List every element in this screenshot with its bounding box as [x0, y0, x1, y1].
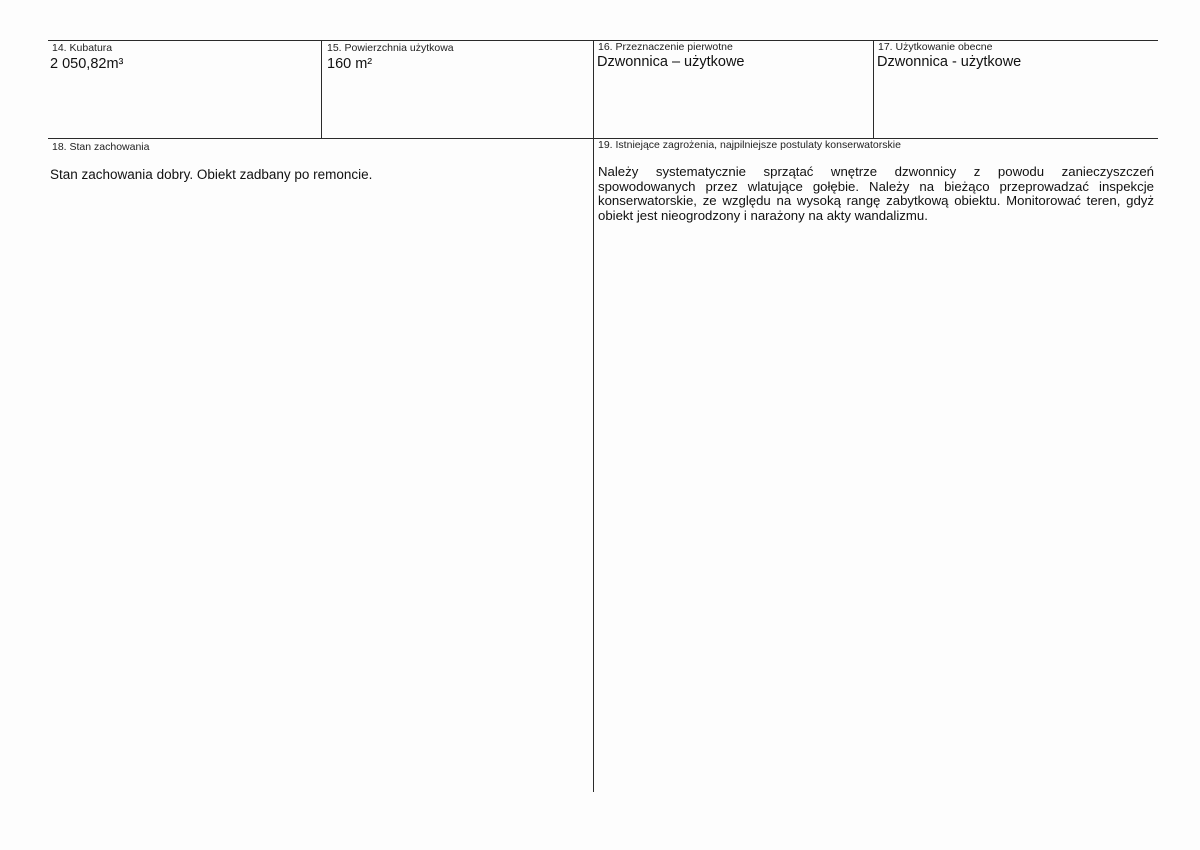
- field-18-value: Stan zachowania dobry. Obiekt zadbany po remoncie.: [50, 167, 373, 182]
- field-16-label: 16. Przeznaczenie pierwotne: [598, 41, 733, 53]
- field-17-label: 17. Użytkowanie obecne: [878, 41, 993, 53]
- divider-14-15: [321, 40, 322, 138]
- field-18-label: 18. Stan zachowania: [52, 141, 150, 153]
- divider-15-16-and-18-19: [593, 40, 594, 792]
- field-15-label: 15. Powierzchnia użytkowa: [327, 42, 454, 54]
- field-19-value: Należy systematycznie sprzątać wnętrze dzwonnicy z powodu zanieczyszczeń spowodowanych przez wlatujące gołębie. Należy na bieżąco przeprowadzać inspekcje konserwatorskie, ze względu na wysoką rangę zabytkową obiektu. Monitorować teren, gdyż obiekt jest nieogrodzony i narażony na akty wandalizmu.: [598, 164, 1154, 223]
- field-17-value: Dzwonnica - użytkowe: [877, 54, 1022, 70]
- field-16-value: Dzwonnica – użytkowe: [597, 54, 745, 70]
- field-15-value: 160 m²: [327, 56, 373, 72]
- divider-16-17: [873, 40, 874, 138]
- field-19-label: 19. Istniejące zagrożenia, najpilniejsze postulaty konserwatorskie: [598, 139, 901, 151]
- field-14-label: 14. Kubatura: [52, 42, 113, 54]
- field-14-value: 2 050,82m³: [50, 56, 124, 72]
